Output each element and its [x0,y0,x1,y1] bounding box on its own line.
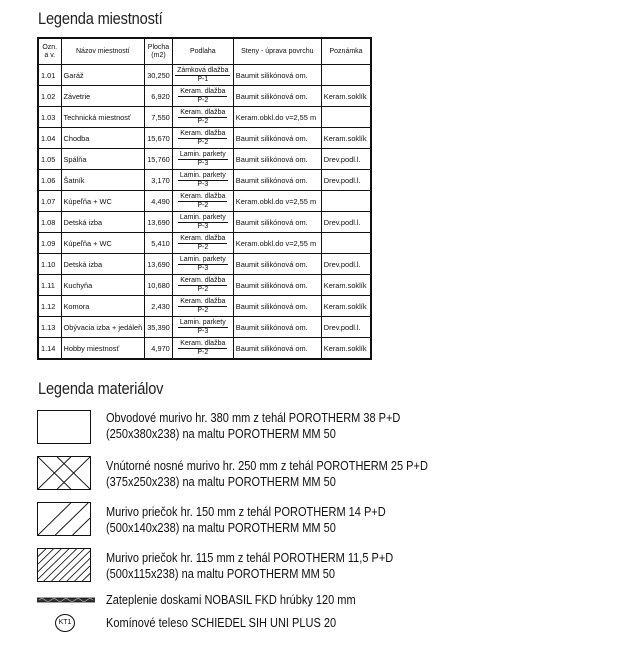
room-area: 35,390 [145,317,173,338]
room-name: Chodba [61,128,145,149]
table-row [38,86,371,107]
room-area: 10,680 [145,275,173,296]
table-row [38,149,371,170]
room-floor [172,191,233,212]
floor-code: P-3 [197,222,209,230]
floor-name: Keram. dlažba [180,340,226,347]
col-header-floor: Podlaha [172,38,233,65]
material-line: Obvodové murivo hr. 380 mm z tehál POROTHERM 38 P+D [106,411,401,425]
room-name: Kúpeľňa + WC [61,191,145,212]
room-note: Keram.soklík [321,275,371,296]
room-walls: Baumit silikónová om. [233,212,321,233]
room-code: 1.07 [38,191,61,212]
table-row [38,338,371,360]
table-row [38,275,371,296]
room-note: Keram.soklík [321,86,371,107]
room-note [321,191,371,212]
floor-name: Keram. dlažba [180,109,226,116]
room-code: 1.04 [38,128,61,149]
floor-code: P-1 [197,75,209,83]
room-floor [172,275,233,296]
col-header-area: Plocha (m2) [145,38,173,65]
floor-name: Lamin. parkety [179,151,226,158]
material-line: (250x380x238) na maltu POROTHERM MM 50 [106,427,336,441]
room-code: 1.12 [38,296,61,317]
room-code: 1.05 [38,149,61,170]
table-row [38,128,371,149]
table-row [38,170,371,191]
room-note: Drev.podl.l. [321,149,371,170]
floor-code: P-3 [197,159,209,167]
room-note: Keram.soklík [321,128,371,149]
room-floor [172,338,233,360]
floor-code: P-3 [197,327,209,335]
table-row [38,212,371,233]
room-name: Závetrie [61,86,145,107]
material-line: (375x250x238) na maltu POROTHERM MM 50 [106,475,336,489]
room-note: Keram.soklík [321,338,371,360]
table-row [38,191,371,212]
room-code: 1.14 [38,338,61,360]
floor-name: Keram. dlažba [180,235,226,242]
room-code: 1.01 [38,65,61,86]
floor-name: Keram. dlažba [180,193,226,200]
room-area: 5,410 [145,233,173,254]
floor-name: Keram. dlažba [180,130,226,137]
room-area: 13,690 [145,254,173,275]
floor-code: P-2 [197,243,209,251]
chimney-symbol: KT1 [55,614,75,632]
room-area: 15,760 [145,149,173,170]
floor-name: Zámková dlažba [177,67,229,74]
floor-code: P-2 [197,306,209,314]
floor-code: P-3 [197,264,209,272]
sparse-diagonal-swatch [37,502,91,536]
room-walls: Baumit silikónová om. [233,338,321,360]
room-note: Drev.podl.l. [321,170,371,191]
room-floor [172,107,233,128]
room-code: 1.02 [38,86,61,107]
room-walls: Baumit silikónová om. [233,149,321,170]
room-walls: Baumit silikónová om. [233,65,321,86]
room-code: 1.06 [38,170,61,191]
room-floor [172,65,233,86]
room-name: Detská izba [61,254,145,275]
room-floor [172,128,233,149]
table-row [38,254,371,275]
material-line: Komínové teleso SCHIEDEL SIH UNI PLUS 20 [106,616,337,630]
floor-code: P-2 [197,201,209,209]
col-header-walls: Steny - úprava povrchu [233,38,321,65]
floor-code: P-2 [197,348,209,356]
table-header-row [38,38,371,65]
room-walls: Baumit silikónová om. [233,296,321,317]
room-name: Hobby miestnosť [61,338,145,360]
materials-legend-title: Legenda materiálov [38,379,164,398]
room-name: Spálňa [61,149,145,170]
room-code: 1.10 [38,254,61,275]
room-floor [172,254,233,275]
floor-code: P-2 [197,285,209,293]
room-walls: Baumit silikónová om. [233,86,321,107]
col-header-name: Názov miestností [61,38,145,65]
room-walls: Baumit silikónová om. [233,254,321,275]
room-code: 1.13 [38,317,61,338]
room-name: Garáž [61,65,145,86]
table-row [38,233,371,254]
material-line: Murivo priečok hr. 115 mm z tehál POROTHERM 11,5 P+D [106,551,394,565]
room-area: 15,670 [145,128,173,149]
room-name: Šatník [61,170,145,191]
room-floor [172,170,233,191]
col-header-code: Ozn. a v. [38,38,61,65]
room-walls: Baumit silikónová om. [233,275,321,296]
floor-code: P-2 [197,138,209,146]
room-name: Kúpeľňa + WC [61,233,145,254]
table-row [38,317,371,338]
floor-code: P-2 [197,117,209,125]
room-note: Drev.podl.l. [321,212,371,233]
floor-name: Lamin. parkety [179,256,226,263]
room-code: 1.09 [38,233,61,254]
table-row [38,107,371,128]
floor-name: Lamin. parkety [179,172,226,179]
room-area: 7,550 [145,107,173,128]
room-area: 13,690 [145,212,173,233]
room-area: 30,250 [145,65,173,86]
room-note: Keram.soklík [321,296,371,317]
room-area: 4,970 [145,338,173,360]
floor-name: Lamin. parkety [179,319,226,326]
room-note: Drev.podl.l. [321,254,371,275]
material-line: (500x140x238) na maltu POROTHERM MM 50 [106,521,336,535]
room-walls: Baumit silikónová om. [233,317,321,338]
floor-name: Keram. dlažba [180,277,226,284]
room-walls: Baumit silikónová om. [233,128,321,149]
floor-name: Keram. dlažba [180,298,226,305]
room-name: Detská izba [61,212,145,233]
room-floor [172,233,233,254]
room-area: 2,430 [145,296,173,317]
room-code: 1.03 [38,107,61,128]
floor-code: P-2 [197,96,209,104]
dense-diagonal-swatch [37,548,91,582]
room-walls: Keram.obkl.do v=2,55 m [233,233,321,254]
room-note: Drev.podl.l. [321,317,371,338]
room-code: 1.08 [38,212,61,233]
material-line: Murivo priečok hr. 150 mm z tehál POROTHERM 14 P+D [106,505,386,519]
room-walls: Baumit silikónová om. [233,170,321,191]
material-line: Vnútorné nosné murivo hr. 250 mm z tehál POROTHERM 25 P+D [106,459,428,473]
table-row [38,65,371,86]
room-name: Obývacia izba + jedáleň [61,317,145,338]
floor-code: P-3 [197,180,209,188]
room-area: 4,490 [145,191,173,212]
insulation-line-symbol [37,592,95,608]
rooms-table [37,37,372,360]
room-walls: Keram.obkl.do v=2,55 m [233,107,321,128]
room-floor [172,317,233,338]
room-area: 3,170 [145,170,173,191]
exterior-wall-swatch [37,410,91,444]
material-line: Zateplenie doskami NOBASIL FKD hrúbky 120 mm [106,593,356,607]
floor-name: Keram. dlažba [180,88,226,95]
room-name: Komora [61,296,145,317]
material-line: (500x115x238) na maltu POROTHERM MM 50 [106,567,336,581]
room-floor [172,86,233,107]
rooms-legend-title: Legenda miestností [38,9,163,28]
floor-name: Lamin. parkety [179,214,226,221]
crosshatch-swatch [37,456,91,490]
room-floor [172,296,233,317]
room-note [321,107,371,128]
room-note [321,65,371,86]
room-walls: Keram.obkl.do v=2,55 m [233,191,321,212]
table-row [38,296,371,317]
col-header-note: Poznámka [321,38,371,65]
room-name: Technická miestnosť [61,107,145,128]
room-area: 6,920 [145,86,173,107]
room-floor [172,149,233,170]
room-code: 1.11 [38,275,61,296]
room-note [321,233,371,254]
room-floor [172,212,233,233]
room-name: Kuchyňa [61,275,145,296]
